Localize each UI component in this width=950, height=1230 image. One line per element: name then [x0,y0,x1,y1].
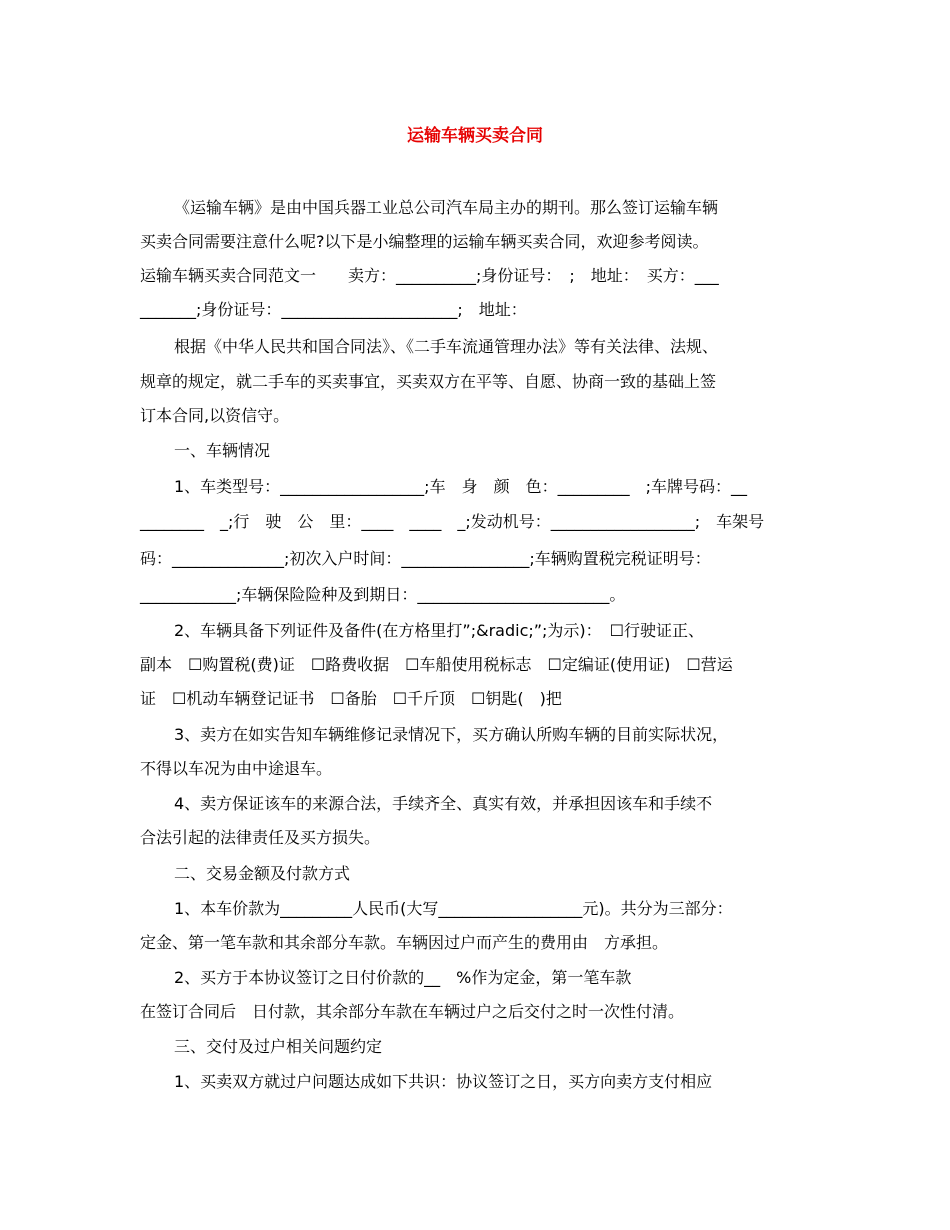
section-heading: 三、交付及过户相关问题约定 [174,1037,383,1056]
paragraph-line: ________ _;行 驶 公 里：____ ____ _;发动机号：__________________; 车架号 [140,512,765,531]
paragraph-line: 1、买卖双方就过户问题达成如下共识：协议签订之日，买方向卖方支付相应 [174,1072,713,1091]
paragraph-line: 买卖合同需要注意什么呢?以下是小编整理的运输车辆买卖合同，欢迎参考阅读。 [140,232,709,251]
paragraph-line: 码：______________;初次入户时间：________________;车辆购置税完税证明号： [140,549,711,568]
paragraph-line: 在签订合同后 日付款，其余部分车款在车辆过户之后交付之时一次性付清。 [140,1002,685,1021]
section-heading: 二、交易金额及付款方式 [174,864,351,883]
paragraph-line: 2、车辆具备下列证件及备件(在方格里打”;&radic;”;为示)： ☐行驶证正、 [174,621,705,640]
paragraph-line: _______;身份证号：______________________; 地址： [140,300,527,319]
paragraph-line: 证 ☐机动车辆登记证书 ☐备胎 ☐千斤顶 ☐钥匙( )把 [140,689,562,708]
paragraph-line: 根据《中华人民共和国合同法》、《二手车流通管理办法》等有关法律、法规、 [174,337,719,356]
paragraph-line: 副本 ☐购置税(费)证 ☐路费收据 ☐车船使用税标志 ☐定编证(使用证) ☐营运 [140,655,733,674]
paragraph-line: ____________;车辆保险险种及到期日：________________________。 [140,585,626,604]
paragraph-line: 3、卖方在如实告知车辆维修记录情况下，买方确认所购车辆的目前实际状况， [174,725,729,744]
paragraph-line: 合法引起的法律责任及买方损失。 [140,828,381,847]
paragraph-line: 2、买方于本协议签订之日付价款的__ %作为定金，第一笔车款 [174,968,632,987]
paragraph-line: 1、本车价款为_________人民币(大写__________________元)。共分为三部分： [174,899,733,918]
document-title: 运输车辆买卖合同 [407,126,543,146]
paragraph-line: 1、车类型号：__________________;车 身 颜 色：_________ ;车牌号码：__ [174,477,747,496]
paragraph-line: 定金、第一笔车款和其余部分车款。车辆因过户而产生的费用由 方承担。 [140,933,669,952]
paragraph-line: 订本合同,以资信守。 [140,406,290,425]
paragraph-line: 运输车辆买卖合同范文一 卖方：__________;身份证号： ; 地址： 买方：___ [140,266,719,285]
paragraph-line: 不得以车况为由中途退车。 [140,759,333,778]
section-heading: 一、车辆情况 [174,441,271,460]
paragraph-line: 《运输车辆》是由中国兵器工业总公司汽车局主办的期刊。那么签订运输车辆 [174,198,719,217]
paragraph-line: 规章的规定，就二手车的买卖事宜，买卖双方在平等、自愿、协商一致的基础上签 [140,372,717,391]
paragraph-line: 4、卖方保证该车的来源合法，手续齐全、真实有效，并承担因该车和手续不 [174,794,713,813]
